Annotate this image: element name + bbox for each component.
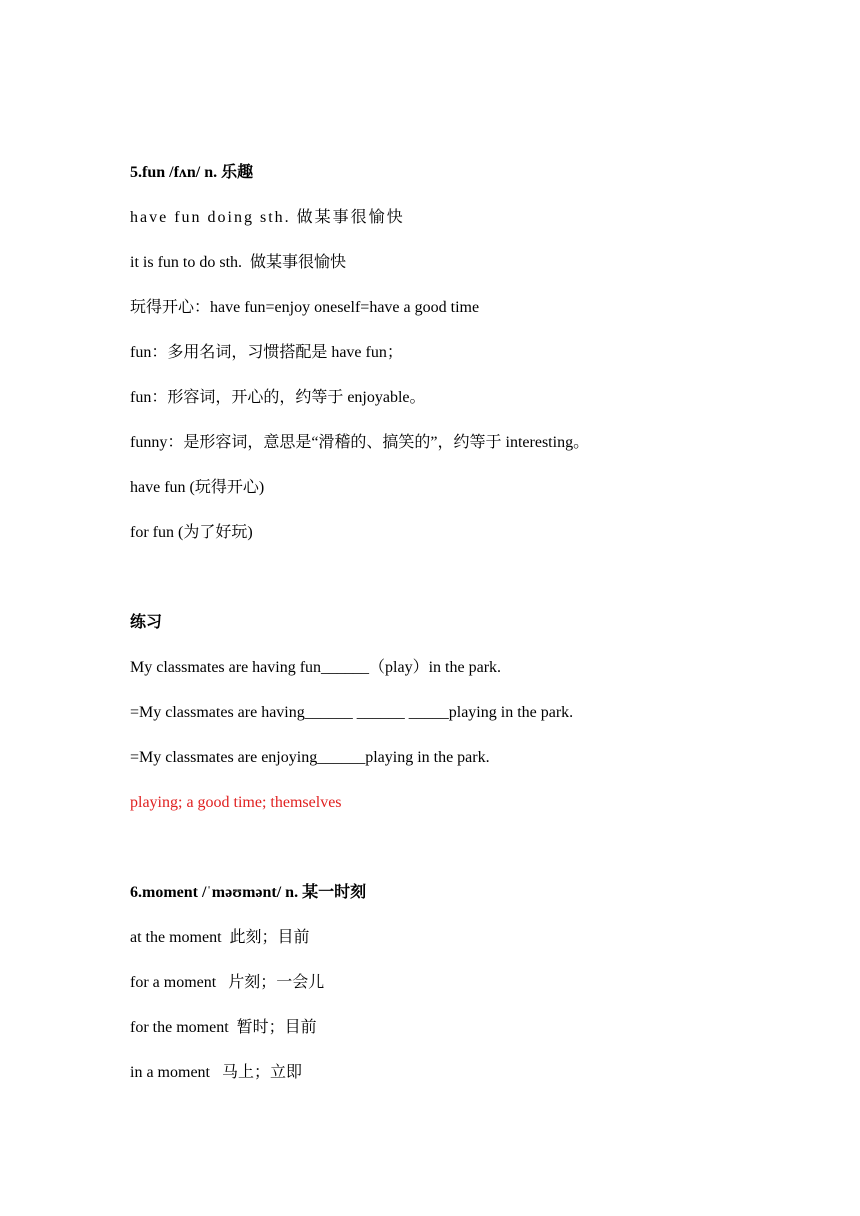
practice-question-3: =My classmates are enjoying______playing in the park. (130, 749, 490, 766)
section6-line-4: in a moment 马上；立即 (130, 1064, 302, 1081)
section6-line-1: at the moment 此刻；目前 (130, 929, 310, 946)
section5-line-4: fun：多用名词，习惯搭配是 have fun； (130, 344, 403, 361)
practice-answer: playing; a good time; themselves (130, 794, 342, 811)
section6-line-3: for the moment 暂时；目前 (130, 1019, 317, 1036)
section5-line-5: fun：形容词，开心的，约等于 enjoyable。 (130, 389, 426, 406)
section5-line-2: it is fun to do sth. 做某事很愉快 (130, 254, 347, 271)
practice-heading: 练习 (130, 614, 163, 631)
section5-line-7: have fun (玩得开心) (130, 479, 265, 496)
section6-heading: 6.moment /ˈməʊmənt/ n. 某一时刻 (130, 884, 367, 901)
practice-question-2: =My classmates are having______ ______ _____playing in the park. (130, 704, 574, 721)
section5-line-1: have fun doing sth. 做某事很愉快 (130, 209, 405, 226)
section5-line-8: for fun (为了好玩) (130, 524, 253, 541)
section5-heading: 5.fun /fʌn/ n. 乐趣 (130, 164, 254, 181)
practice-question-1: My classmates are having fun______（play）in the park. (130, 659, 502, 676)
section6-line-2: for a moment 片刻；一会儿 (130, 974, 325, 991)
section5-line-6: funny：是形容词，意思是“滑稽的、搞笑的”，约等于 interesting。 (130, 434, 590, 451)
section5-line-3: 玩得开心：have fun=enjoy oneself=have a good time (130, 299, 480, 316)
